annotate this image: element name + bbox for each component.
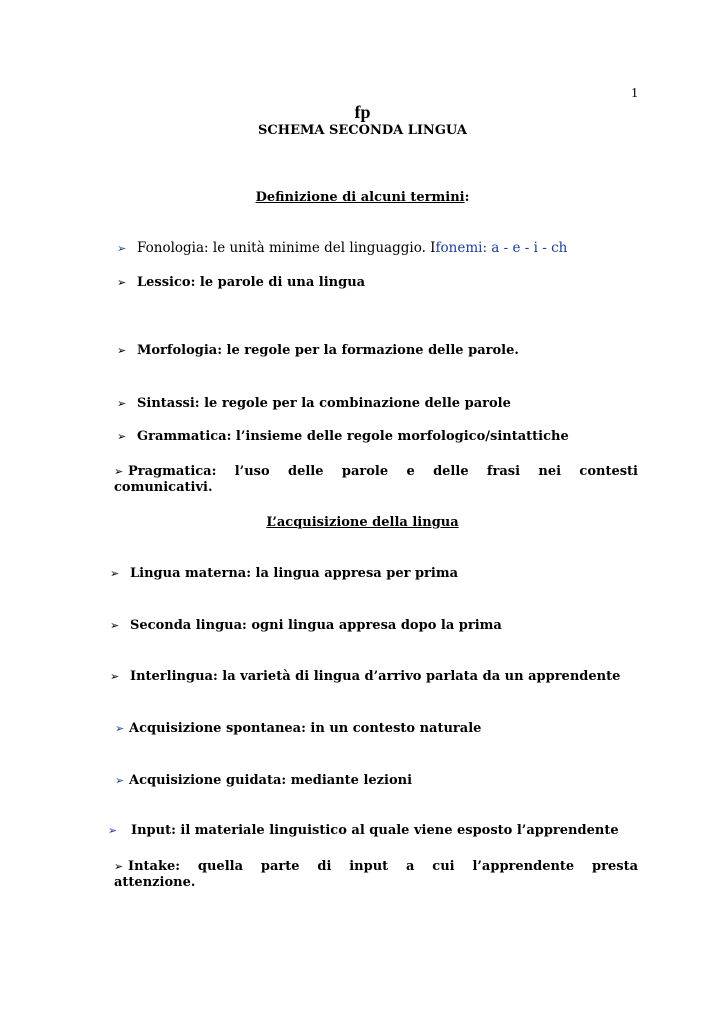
page-number: 1: [631, 86, 638, 101]
list-item-text: Acquisizione spontanea: in un contesto naturale: [129, 721, 482, 736]
list-item-pragmatica: [114, 463, 638, 495]
document-title: SCHEMA SECONDA LINGUA: [258, 123, 467, 138]
list-item-continuation: attenzione.: [114, 875, 196, 890]
arrowhead-bullet-icon: ➢: [117, 276, 127, 289]
list-item-text: Input: il materiale linguistico al quale viene esposto l’apprendente: [131, 823, 619, 838]
list-item-text: Morfologia: le regole per la formazione delle parole.: [137, 343, 519, 358]
list-item-text: Intake: quella parte di input a cui l’apprendente presta: [128, 859, 638, 874]
list-item-continuation: comunicativi.: [114, 480, 213, 495]
list-item-morfologia: [117, 343, 519, 358]
arrowhead-bullet-icon: ➢: [110, 670, 120, 683]
list-item-text: Sintassi: le regole per la combinazione delle parole: [137, 396, 511, 411]
section-heading-acquisition-text: L’acquisizione della lingua: [266, 515, 459, 530]
arrowhead-bullet-icon: ➢: [114, 860, 124, 873]
section-heading-definitions-text: Definizione di alcuni termini: [255, 190, 465, 205]
list-item-text: Fonologia: le unità minime del linguaggio. I: [137, 240, 436, 256]
arrowhead-bullet-icon: ➢: [117, 344, 127, 357]
list-item-sintassi: [117, 396, 511, 411]
arrowhead-bullet-icon: ➢: [110, 619, 120, 632]
arrowhead-bullet-icon: ➢: [115, 774, 125, 787]
list-item-lessico: [117, 275, 365, 290]
list-item-text: Lessico: le parole di una lingua: [137, 275, 366, 290]
document-mark: fp: [354, 102, 371, 122]
list-item-text: Grammatica: l’insieme delle regole morfologico/sintattiche: [137, 429, 569, 444]
list-item-text: Interlingua: la varietà di lingua d’arrivo parlata da un apprendente: [130, 669, 621, 684]
arrowhead-bullet-icon: ➢: [108, 824, 118, 837]
list-item-grammatica: [117, 429, 569, 444]
list-item-text: Lingua materna: la lingua appresa per prima: [130, 566, 459, 581]
arrowhead-bullet-icon: ➢: [117, 430, 127, 443]
list-item-text-phonemes: fonemi: a - e - i - ch: [435, 240, 568, 256]
list-item-lingua-materna: [110, 566, 458, 581]
arrowhead-bullet-icon: ➢: [117, 397, 127, 410]
arrowhead-bullet-icon: ➢: [110, 567, 120, 580]
list-item-interlingua: [110, 669, 620, 684]
arrowhead-bullet-icon: ➢: [117, 242, 127, 255]
list-item-acquisizione-spontanea: [115, 721, 481, 736]
arrowhead-bullet-icon: ➢: [114, 465, 124, 478]
section-heading-definitions-colon: :: [464, 190, 470, 205]
list-item-text: Acquisizione guidata: mediante lezioni: [129, 773, 413, 788]
section-heading-acquisition: [0, 515, 725, 530]
list-item-acquisizione-guidata: [115, 773, 412, 788]
section-heading-definitions: [0, 190, 725, 205]
list-item-seconda-lingua: [110, 618, 502, 633]
list-item-text: Seconda lingua: ogni lingua appresa dopo la prima: [130, 618, 502, 633]
list-item-input: [108, 823, 619, 838]
list-item-intake: [114, 858, 638, 890]
list-item-fonologia: [117, 240, 567, 256]
list-item-text: Pragmatica: l’uso delle parole e delle frasi nei contesti: [128, 464, 638, 479]
arrowhead-bullet-icon: ➢: [115, 722, 125, 735]
